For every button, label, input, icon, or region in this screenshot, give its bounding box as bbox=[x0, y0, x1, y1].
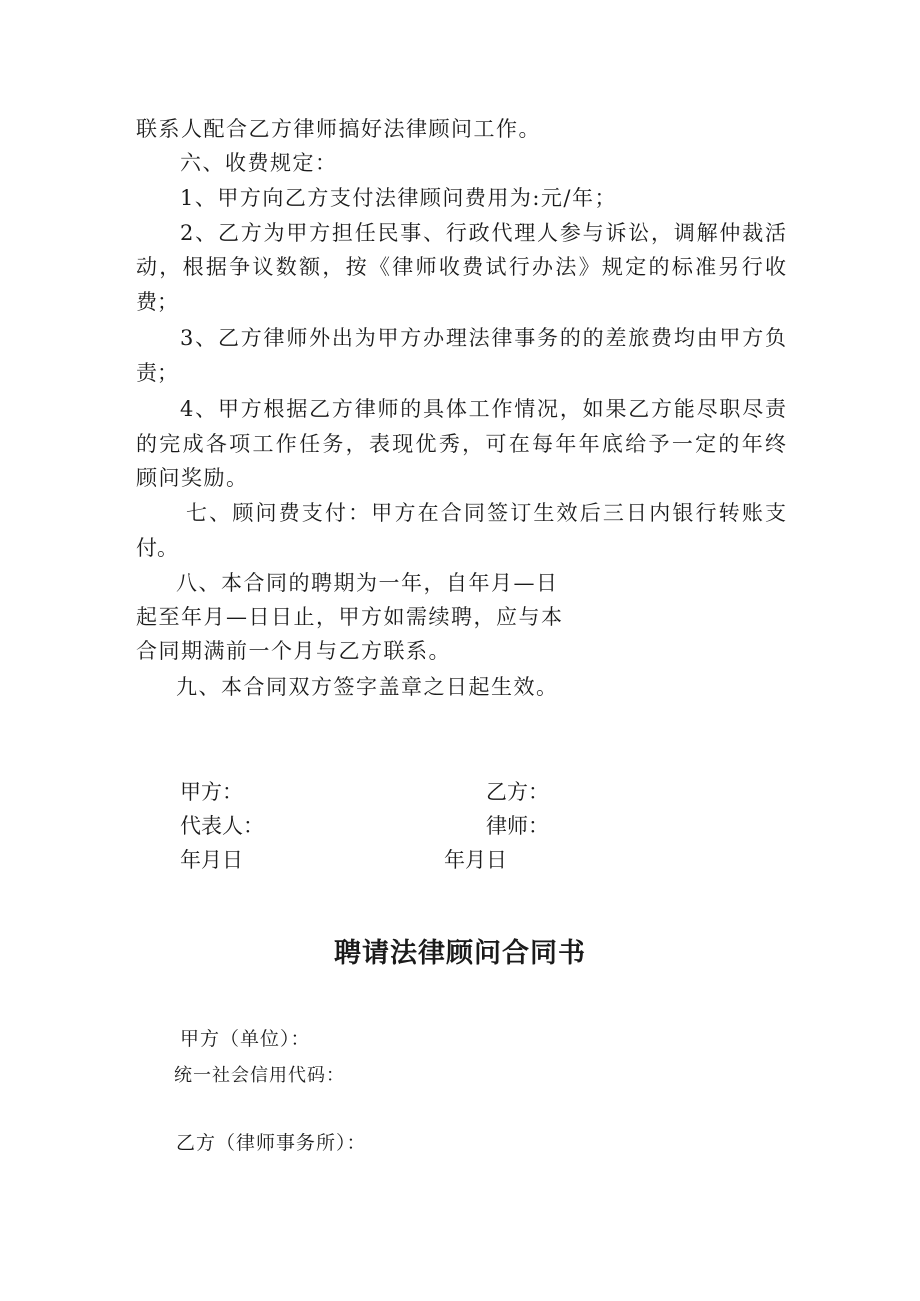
section-8-line-2: 起至年月—日日止，甲方如需续聘，应与本 bbox=[136, 605, 564, 629]
party-a-unit-label: 甲方（单位）： bbox=[180, 1028, 311, 1050]
section-6-heading: 六、收费规定： bbox=[180, 151, 338, 175]
fee-item-4-line-3: 顾问奖励。 bbox=[136, 466, 249, 490]
fee-item-3-line-1: 3、乙方律师外出为甲方办理法律事务的的差旅费均由甲方负 bbox=[180, 326, 786, 350]
section-9-line: 九、本合同双方签字盖章之日起生效。 bbox=[176, 675, 559, 699]
section-8-line-3: 合同期满前一个月与乙方联系。 bbox=[136, 639, 451, 663]
fee-item-2-line-2: 动，根据争议数额，按《律师收费试行办法》规定的标准另行收 bbox=[136, 255, 786, 279]
contract-title: 聘请法律顾问合同书 bbox=[334, 938, 586, 969]
fee-item-3-line-2: 责； bbox=[136, 361, 178, 385]
fee-item-4-line-2: 的完成各项工作任务，表现优秀，可在每年年底给予一定的年终 bbox=[136, 432, 786, 456]
fee-item-1: 1、甲方向乙方支付法律顾问费用为:元/年； bbox=[180, 186, 618, 210]
date-b-label: 年月日 bbox=[444, 848, 507, 872]
party-a-label: 甲方： bbox=[180, 780, 243, 804]
section-7-line-2: 付。 bbox=[136, 536, 178, 560]
representative-label: 代表人： bbox=[180, 814, 264, 838]
fee-item-2-line-1: 2、乙方为甲方担任民事、行政代理人参与诉讼，调解仲裁活 bbox=[180, 221, 786, 245]
section-8-line-1: 八、本合同的聘期为一年，自年月—日 bbox=[176, 571, 559, 595]
fee-item-2-line-3: 费； bbox=[136, 290, 178, 314]
party-b-label: 乙方： bbox=[486, 780, 549, 804]
credit-code-label: 统一社会信用代码： bbox=[174, 1065, 345, 1086]
body-line-1: 联系人配合乙方律师搞好法律顾问工作。 bbox=[136, 117, 541, 141]
section-7-line-1: 七、顾问费支付：甲方在合同签订生效后三日内银行转账支 bbox=[186, 501, 786, 525]
party-b-firm-label: 乙方（律师事务所）： bbox=[176, 1132, 367, 1154]
date-a-label: 年月日 bbox=[180, 848, 243, 872]
lawyer-label: 律师： bbox=[486, 814, 549, 838]
fee-item-4-line-1: 4、甲方根据乙方律师的具体工作情况，如果乙方能尽职尽责 bbox=[180, 397, 786, 421]
